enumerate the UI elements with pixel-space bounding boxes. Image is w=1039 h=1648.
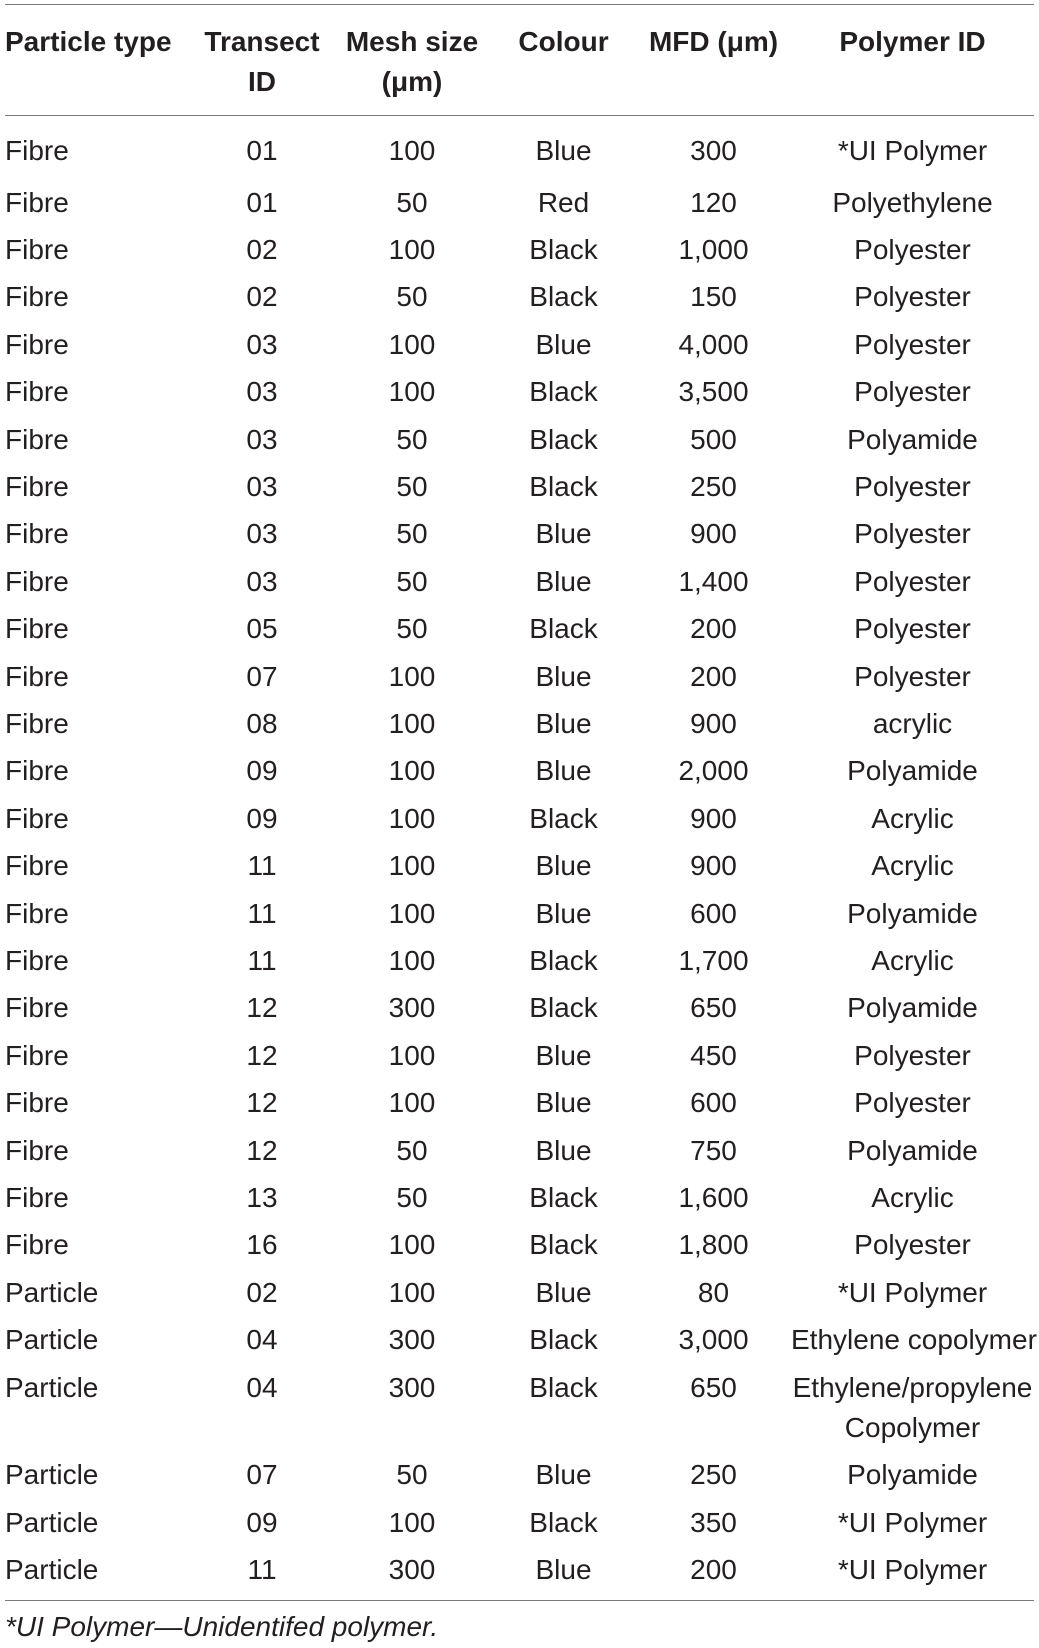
cell-polymer-id: Polyester [854,328,971,360]
cell-mesh-size: 50 [396,186,428,218]
cell-transect-id: 04 [246,1324,278,1356]
table-row [5,1079,1034,1126]
cell-colour: Black [529,1181,598,1213]
cell-mfd: 600 [690,897,737,929]
cell-transect-id: 02 [246,1276,278,1308]
cell-mesh-size: 100 [388,660,436,692]
cell-transect-id: 04 [246,1371,278,1403]
table-row [5,274,1034,321]
cell-mfd: 80 [697,1276,730,1308]
cell-colour: Blue [535,1087,592,1119]
cell-polymer-id: Polyamide [847,897,978,929]
cell-polymer-id: Polyamide [847,1459,978,1491]
cell-mfd: 4,000 [678,328,749,360]
cell-transect-id: 01 [246,186,278,218]
cell-mesh-size: 100 [388,1229,436,1261]
cell-particle-type: Fibre [5,518,69,550]
cell-colour: Blue [535,328,592,360]
cell-colour: Red [537,186,590,218]
cell-mesh-size: 100 [388,802,436,834]
cell-mfd: 2,000 [678,755,749,787]
header-colour: Colour [518,26,609,57]
cell-mesh-size: 100 [388,944,436,976]
cell-colour: Black [529,1506,598,1538]
cell-polymer-id: Polyester [854,1087,971,1119]
cell-transect-id: 11 [247,850,277,882]
cell-mesh-size: 300 [388,992,436,1024]
cell-particle-type: Fibre [5,802,69,834]
cell-transect-id: 09 [246,802,278,834]
cell-transect-id: 08 [246,707,278,739]
table-footnote: *UI Polymer—Unidentifed polymer. [5,1611,439,1642]
cell-mfd: 1,800 [678,1229,749,1261]
cell-particle-type: Fibre [5,328,69,360]
cell-colour: Black [529,423,598,455]
cell-particle-type: Fibre [5,234,69,266]
cell-particle-type: Fibre [5,135,69,166]
header-mesh-size: Mesh size (μm) [345,26,479,97]
cell-transect-id: 07 [246,660,278,692]
cell-polymer-id: Polyester [854,518,971,550]
cell-colour: Black [529,281,598,313]
cell-mesh-size: 100 [388,707,436,739]
table-row [5,1316,1034,1363]
cell-colour: Blue [535,1554,592,1586]
cell-colour: Blue [535,755,592,787]
cell-colour: Blue [535,660,592,692]
cell-colour: Blue [535,707,592,739]
table-row [5,321,1034,368]
header-row [5,0,1034,115]
cell-polymer-id: Polyester [854,471,971,503]
cell-mesh-size: 50 [396,1459,428,1491]
table-row [5,606,1034,653]
cell-colour: Blue [535,897,592,929]
cell-colour: Black [529,234,598,266]
cell-mfd: 350 [690,1506,737,1538]
cell-mesh-size: 100 [388,1506,436,1538]
cell-polymer-id: Polyamide [847,992,978,1024]
cell-colour: Blue [535,1134,592,1166]
header-mfd: MFD (μm) [648,26,779,57]
header-transect-id: Transect ID [204,26,320,97]
table-row [5,416,1034,463]
table-row [5,1222,1034,1269]
cell-particle-type: Fibre [5,613,69,645]
cell-colour: Black [529,992,598,1024]
cell-particle-type: Fibre [5,707,69,739]
cell-transect-id: 07 [246,1459,278,1491]
cell-mesh-size: 100 [388,234,436,266]
cell-particle-type: Particle [5,1371,99,1403]
cell-transect-id: 09 [246,755,278,787]
cell-transect-id: 12 [246,992,278,1024]
cell-mesh-size: 50 [396,1181,428,1213]
cell-polymer-id: acrylic [872,707,953,739]
table-row [5,115,1034,179]
cell-transect-id: 01 [246,135,278,166]
cell-particle-type: Fibre [5,281,69,313]
cell-mfd: 250 [690,471,737,503]
cell-colour: Black [529,376,598,408]
cell-particle-type: Fibre [5,1181,69,1213]
table-row [5,226,1034,273]
cell-colour: Blue [535,1459,592,1491]
cell-particle-type: Fibre [5,1039,69,1071]
cell-particle-type: Fibre [5,660,69,692]
cell-polymer-id: Ethylene copolymer [791,1324,1037,1356]
cell-polymer-id: Ethylene/propylene Copolymer [792,1371,1033,1443]
cell-transect-id: 13 [246,1181,278,1213]
cell-polymer-id: Acrylic [871,802,954,834]
header-particle-type: Particle type [5,26,172,57]
cell-particle-type: Fibre [5,376,69,408]
cell-particle-type: Fibre [5,992,69,1024]
cell-transect-id: 03 [246,518,278,550]
cell-mfd: 250 [690,1459,737,1491]
cell-colour: Black [529,802,598,834]
cell-mfd: 150 [690,281,737,313]
cell-mesh-size: 100 [388,755,436,787]
cell-mfd: 600 [690,1087,737,1119]
table-row [5,1452,1034,1499]
table-header [5,0,1034,115]
cell-polymer-id: Polyethylene [832,186,993,218]
cell-colour: Black [529,1229,598,1261]
cell-polymer-id: *UI Polymer [837,1554,988,1586]
cell-mesh-size: 100 [388,328,436,360]
cell-transect-id: 03 [246,328,278,360]
cell-transect-id: 03 [246,376,278,408]
cell-colour: Black [529,944,598,976]
table-row [5,748,1034,795]
cell-mfd: 650 [690,992,737,1024]
cell-polymer-id: Polyester [854,376,971,408]
cell-mesh-size: 50 [396,1134,428,1166]
cell-mfd: 900 [690,707,737,739]
table-row [5,1174,1034,1221]
cell-particle-type: Fibre [5,423,69,455]
table-row [5,1269,1034,1316]
cell-polymer-id: *UI Polymer [837,135,988,166]
cell-polymer-id: Polyester [854,565,971,597]
cell-mesh-size: 100 [388,135,436,166]
table-row [5,1499,1034,1546]
cell-particle-type: Particle [5,1459,99,1491]
cell-colour: Black [529,471,598,503]
cell-particle-type: Fibre [5,1087,69,1119]
cell-mfd: 3,000 [678,1324,749,1356]
cell-mfd: 1,400 [678,565,749,597]
cell-mfd: 650 [690,1371,737,1403]
cell-particle-type: Particle [5,1506,99,1538]
cell-polymer-id: Polyester [854,281,971,313]
cell-mfd: 750 [690,1134,737,1166]
table-row [5,1364,1034,1452]
cell-mfd: 1,700 [678,944,749,976]
cell-transect-id: 03 [246,471,278,503]
table-row [5,985,1034,1032]
table-row [5,937,1034,984]
cell-mfd: 1,000 [678,234,749,266]
cell-mesh-size: 100 [388,1276,436,1308]
cell-mesh-size: 100 [388,850,436,882]
table-row [5,511,1034,558]
cell-transect-id: 11 [247,897,277,929]
cell-polymer-id: Acrylic [871,944,954,976]
cell-mesh-size: 100 [388,1087,436,1119]
cell-transect-id: 09 [246,1506,278,1538]
cell-transect-id: 02 [246,281,278,313]
cell-mesh-size: 50 [396,613,428,645]
cell-transect-id: 03 [246,565,278,597]
cell-particle-type: Fibre [5,1229,69,1261]
cell-particle-type: Fibre [5,755,69,787]
cell-particle-type: Particle [5,1324,99,1356]
cell-transect-id: 12 [246,1134,278,1166]
cell-mfd: 120 [690,186,737,218]
cell-mfd: 500 [690,423,737,455]
cell-mfd: 900 [690,802,737,834]
table-row [5,558,1034,605]
table-row [5,700,1034,747]
table-row [5,1127,1034,1174]
cell-mesh-size: 100 [388,376,436,408]
cell-polymer-id: *UI Polymer [837,1506,988,1538]
cell-polymer-id: Polyamide [847,423,978,455]
cell-transect-id: 16 [246,1229,278,1261]
cell-particle-type: Fibre [5,1134,69,1166]
table-row [5,653,1034,700]
table-bottom-rule [5,1600,1034,1601]
cell-mesh-size: 300 [388,1554,436,1586]
cell-mesh-size: 300 [388,1324,436,1356]
particle-table [5,0,1037,1594]
cell-colour: Blue [535,1039,592,1071]
cell-mfd: 300 [690,135,737,166]
cell-particle-type: Fibre [5,944,69,976]
cell-mfd: 900 [690,518,737,550]
cell-particle-type: Particle [5,1554,99,1586]
cell-mesh-size: 50 [396,281,428,313]
cell-mfd: 200 [690,613,737,645]
table-row [5,369,1034,416]
cell-colour: Blue [535,565,592,597]
table-row [5,463,1034,510]
cell-transect-id: 12 [246,1039,278,1071]
cell-transect-id: 05 [246,613,278,645]
cell-polymer-id: Polyester [854,660,971,692]
cell-polymer-id: Polyester [854,1229,971,1261]
cell-mesh-size: 50 [396,518,428,550]
cell-colour: Black [529,613,598,645]
cell-mfd: 200 [690,1554,737,1586]
cell-particle-type: Fibre [5,897,69,929]
cell-colour: Black [529,1324,598,1356]
cell-polymer-id: Polyester [854,1039,971,1071]
cell-polymer-id: Polyester [854,234,971,266]
cell-transect-id: 11 [247,1554,277,1586]
table-row [5,890,1034,937]
table-row [5,795,1034,842]
table-row [5,179,1034,226]
cell-mfd: 900 [690,850,737,882]
cell-polymer-id: Polyamide [847,1134,978,1166]
cell-mfd: 200 [690,660,737,692]
cell-mesh-size: 50 [396,565,428,597]
cell-polymer-id: Acrylic [871,1181,954,1213]
cell-mesh-size: 300 [388,1371,436,1403]
cell-particle-type: Fibre [5,565,69,597]
cell-transect-id: 02 [246,234,278,266]
cell-colour: Blue [535,1276,592,1308]
cell-particle-type: Fibre [5,186,69,218]
header-polymer-id: Polymer ID [839,26,986,57]
cell-particle-type: Fibre [5,850,69,882]
cell-mesh-size: 50 [396,471,428,503]
cell-colour: Black [529,1371,598,1403]
cell-transect-id: 11 [247,944,277,976]
cell-polymer-id: *UI Polymer [837,1276,988,1308]
cell-mfd: 1,600 [678,1181,749,1213]
cell-colour: Blue [535,850,592,882]
table-row [5,1032,1034,1079]
cell-transect-id: 03 [246,423,278,455]
cell-particle-type: Fibre [5,471,69,503]
cell-mfd: 450 [690,1039,737,1071]
cell-colour: Blue [535,518,592,550]
cell-polymer-id: Polyester [854,613,971,645]
cell-mesh-size: 50 [396,423,428,455]
cell-transect-id: 12 [246,1087,278,1119]
cell-colour: Blue [535,135,592,166]
cell-mfd: 3,500 [678,376,749,408]
cell-polymer-id: Polyamide [847,755,978,787]
cell-mesh-size: 100 [388,1039,436,1071]
cell-polymer-id: Acrylic [871,850,954,882]
cell-particle-type: Particle [5,1276,99,1308]
table-row [5,842,1034,889]
table-row [5,1547,1034,1594]
table-body [5,115,1037,1594]
cell-mesh-size: 100 [388,897,436,929]
